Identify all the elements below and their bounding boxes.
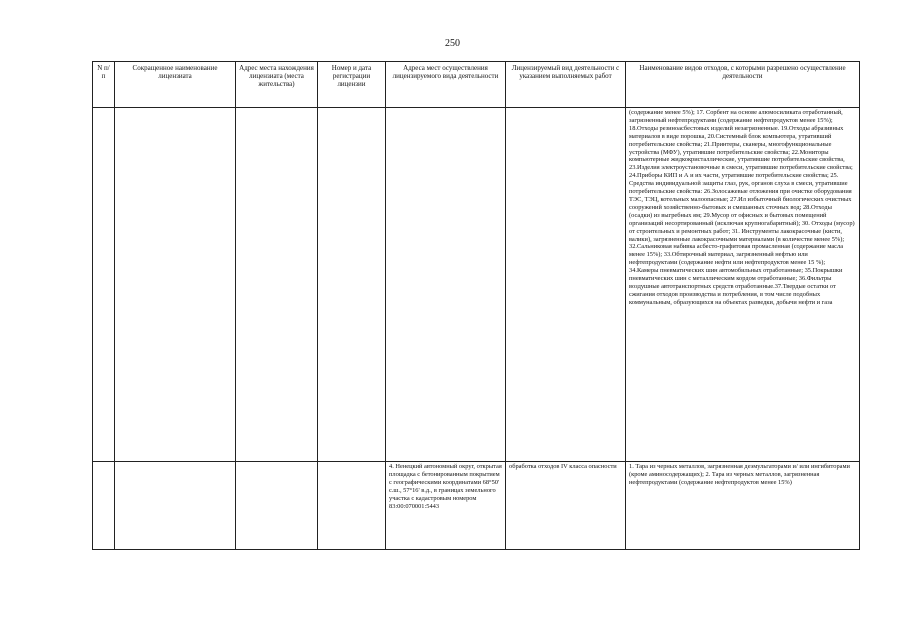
cell-activity-place [386,108,506,462]
page-number: 250 [445,38,460,49]
header-licensed-activity: Лицензируемый вид деятельности с указанием выполняемых работ [506,62,626,108]
cell-licensed-activity [506,108,626,462]
cell-waste-types: 1. Тара из черных металлов, загрязненная деэмульгаторами и/ или ингибиторами (кроме аминосодержащих); 2. Тара из черных металлов, загрязненная нефтепродуктами (содержание нефтепродуктов менее 15%) [626,462,860,550]
header-license-registration: Номер и дата регистрации лицензии [318,62,386,108]
cell-licensee-name [115,462,236,550]
header-activity-places: Адреса мест осуществления лицензируемого вида деятельности [386,62,506,108]
cell-licensee-name [115,108,236,462]
cell-number [93,108,115,462]
cell-waste-types: (содержание менее 5%); 17. Сорбент на основе алюмосиликата отработанный, загрязненный нефтепродуктами (содержание нефтепродуктов менее 15%); 18.Отходы резиноасбестовых изделий незагрязненные. 19.Отходы абразивных материалов в виде порошка, 20.Системный блок компьютера, утративший потребительские свойства; 21.Принтеры, сканеры, многофункциональные устройства (МФУ), утратившие потребительские свойства; 22.Мониторы компьютерные жидкокристаллические, утратившие потребительские свойства, 23.Изделия электроустановочные в смеси, утратившие потребительские свойства; 24.Приборы КИП и А и их части, утратившие потребительские свойства; 25. Средства индивидуальной защиты глаз, рук, органов слуха в смеси, утратившие потребительские свойства: 26.Золосажевые отложения при очистке оборудования ТЭС, ТЭЦ, котельных малоопасные; 27.Ил избыточный биологических очистных сооружений хозяйственно-бытовых и смешанных сточных вод; 28.Отходы (осадки) из выгребных ям; 29.Мусор от офисных и бытовых помещений организаций несортированный (исключая крупногабаритный); 30. Отходы (мусор) от строительных и ремонтных работ; 31. Инструменты лакокрасочные (кисти, валики), загрязненные лакокрасочными материалами (в количестве менее 5%); 32.Сальниковая набивка асбесто-графитовая промасленная (содержание масла менее 15%); 33.Обтирочный материал, загрязненный нефтью или нефтепродуктами (содержание нефти или нефтепродуктов менее 15 %); 34.Камеры пневматических шин автомобильных отработанные; 35.Покрышки пневматических шин с металлическим кордом отработанные; 36.Фильтры воздушные автотранспортных средств отработанные.37.Твердые остатки от сжигания отходов производства и потребления, в том числе подобных коммунальным, образующихся на объектах разведки, добычи нефти и газа [626,108,860,462]
table-header-row [93,62,860,108]
cell-license-registration [318,108,386,462]
cell-licensee-address [236,462,318,550]
header-licensee-name: Сокращенное наименование лицензиата [115,62,236,108]
table-row [93,462,860,550]
cell-activity-place: 4. Ненецкий автономный округ, открытая площадка с бетонированным покрытием с географическими координатами 68°50' с.ш., 57°16' в.д., в границах земельного участка с кадастровым номером 83:00:070001:5443 [386,462,506,550]
table-row [93,108,860,462]
cell-licensee-address [236,108,318,462]
license-table [92,61,860,550]
header-licensee-address: Адрес места нахождения лицензиата (места жительства) [236,62,318,108]
cell-number [93,462,115,550]
header-waste-types: Наименование видов отходов, с которыми разрешено осуществление деятельности [626,62,860,108]
header-number: N п/ п [93,62,115,108]
cell-license-registration [318,462,386,550]
cell-licensed-activity: обработка отходов IV класса опасности [506,462,626,550]
